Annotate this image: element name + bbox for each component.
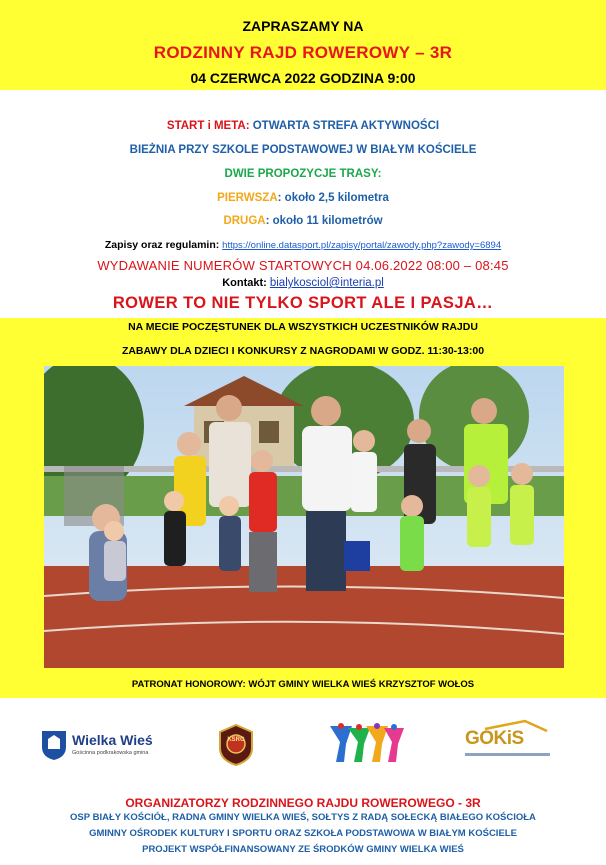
event-photo	[44, 366, 564, 668]
contact-label: Kontakt:	[222, 277, 267, 289]
start-line	[0, 120, 606, 132]
route-second-label: DRUGA	[223, 215, 266, 227]
games-text: ZABAWY DLA DZIECI I KONKURSY Z NAGRODAMI W GODZ. 11:30-13:00	[121, 345, 485, 357]
route-first-value: : około 2,5 kilometra	[277, 192, 389, 204]
start-label: START i META:	[166, 120, 250, 132]
route-first-label: PIERWSZA	[217, 192, 278, 204]
wielka-wies-name: Wielka Wieś	[72, 732, 153, 748]
ksrg-badge-icon	[218, 724, 254, 766]
wielka-wies-crest-icon	[40, 729, 68, 761]
refreshments-text: NA MECIE POCZĘSTUNEK DLA WSZYSTKICH UCZESTNIKÓW RAJDU	[128, 321, 478, 333]
dancing-figures-logo	[326, 722, 406, 764]
organizers-line-1: OSP BIAŁY KOŚCIÓŁ, RADNA GMINY WIELKA WIEŚ, SOŁTYS Z RADĄ SOŁECKĄ BIAŁEGO KOŚCIOŁA	[70, 812, 536, 823]
gokis-name: GOKiS	[465, 728, 524, 749]
event-date: 04 CZERWCA 2022 GODZINA 9:00	[190, 70, 416, 86]
slogan: ROWER TO NIE TYLKO SPORT ALE I PASJA…	[112, 294, 494, 312]
gokis-logo	[465, 719, 550, 763]
organizers-line-3: PROJEKT WSPÓŁFINANSOWANY ZE ŚRODKÓW GMINY WIELKA WIEŚ	[142, 844, 464, 855]
invite-text: ZAPRASZAMY NA	[242, 18, 364, 34]
route-first	[0, 192, 606, 204]
route-second	[0, 215, 606, 227]
contact-email[interactable]: bialykosciol@interia.pl	[269, 277, 384, 289]
registration-link[interactable]: https://online.datasport.pl/zapisy/portal/zawody.php?zawody=6894	[222, 240, 502, 251]
patronage-text: PATRONAT HONOROWY: WÓJT GMINY WIELKA WIEŚ KRZYSZTOF WOŁOS	[131, 679, 475, 690]
track-line: BIEŻNIA PRZY SZKOLE PODSTAWOWEJ W BIAŁYM KOŚCIELE	[129, 144, 477, 156]
registration-label: Zapisy oraz regulamin:	[104, 239, 220, 251]
gokis-underline	[465, 753, 550, 756]
routes-title: DWIE PROPOZYCJE TRASY:	[224, 168, 382, 180]
start-value: OTWARTA STREFA AKTYWNOŚCI	[252, 120, 440, 132]
registration-line	[0, 239, 606, 251]
route-second-value: : około 11 kilometrów	[265, 215, 383, 227]
organizers-line-2: GMINNY OŚRODEK KULTURY I SPORTU ORAZ SZKOŁA PODSTAWOWA W BIAŁYM KOŚCIELE	[89, 828, 517, 839]
organizers-title: ORGANIZATORZY RODZINNEGO RAJDU ROWEROWEGO - 3R	[125, 796, 481, 810]
ksrg-logo	[218, 724, 254, 766]
event-title: RODZINNY RAJD ROWEROWY – 3R	[153, 43, 453, 62]
dancing-figures-icon	[326, 722, 406, 764]
contact-line	[0, 277, 606, 289]
photo-illustration	[44, 366, 564, 668]
ksrg-label: KSRG	[227, 737, 245, 743]
wielka-wies-logo	[40, 729, 170, 763]
wielka-wies-subtitle: Gościnna podkrakowska gmina	[72, 750, 149, 756]
numbers-line: WYDAWANIE NUMERÓW STARTOWYCH 04.06.2022 08:00 – 08:45	[97, 258, 509, 273]
